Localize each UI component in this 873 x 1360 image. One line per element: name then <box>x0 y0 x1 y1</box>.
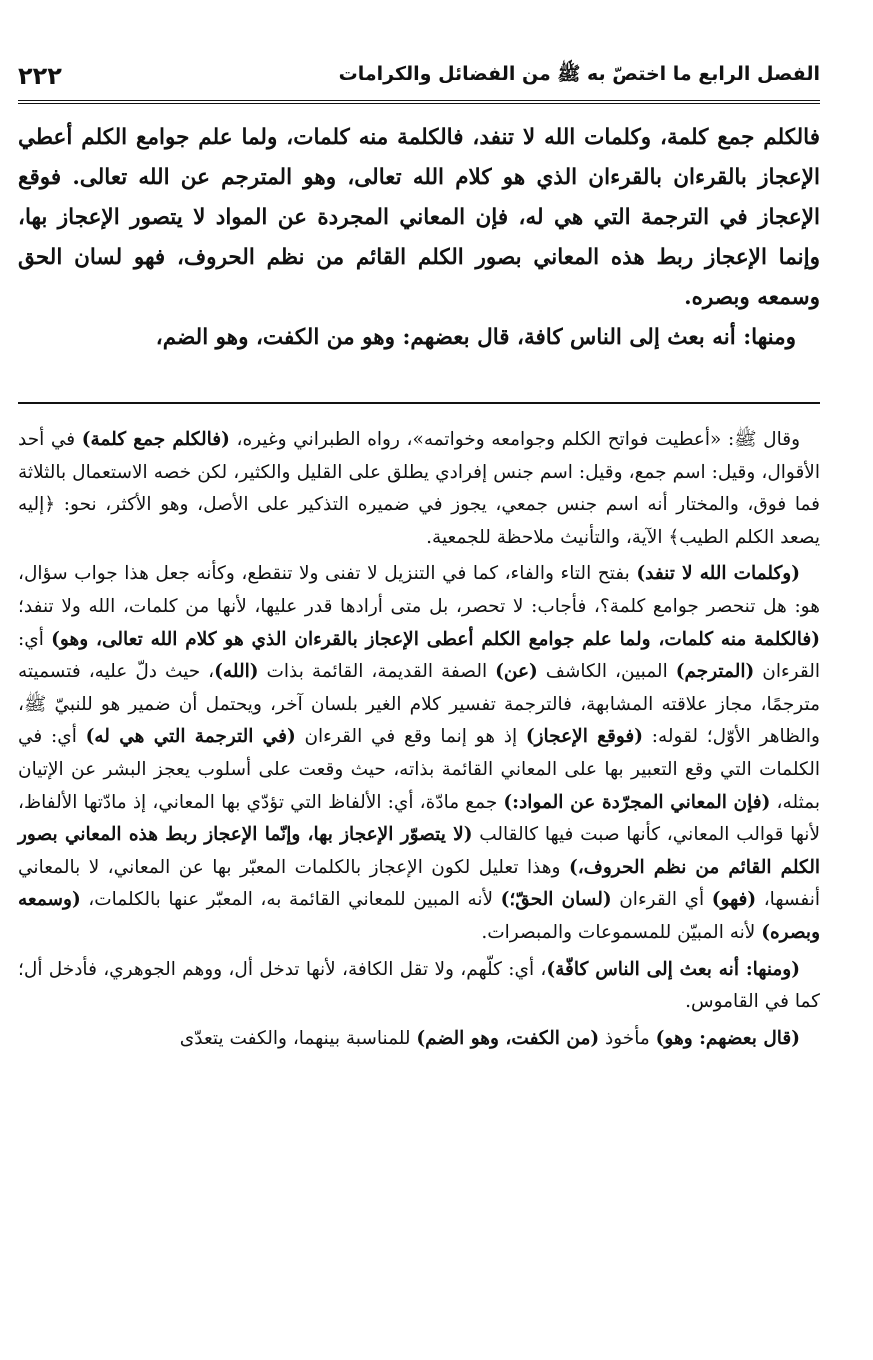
commentary-paragraph <box>18 424 820 554</box>
commentary-text: بفتح التاء والفاء، كما في التنزيل لا تفنى ولا تنقطع، وكأنه جعل هذا جواب سؤال، هو: هل تنحصر جوامع كلمة؟، فأجاب: لا تحصر، بل متى أرادها قدر عليها، لأنها من كلمات، الله ولا تنفد؛ <box>18 563 820 617</box>
quoted-main-text: (وسمعه وبصره) <box>18 889 820 943</box>
commentary-paragraph <box>18 954 820 1019</box>
quoted-main-text: (فوقع الإعجاز) <box>525 726 643 748</box>
main-text-paragraph: ومنها: أنه بعث إلى الناس كافة، قال بعضهم: وهو من الكفت، وهو الضم، <box>155 325 796 350</box>
quoted-main-text: (فالكلم جمع كلمة) <box>81 429 230 450</box>
commentary-text: وهذا تعليل لكون الإعجاز بالكلمات المعبّر بها عن المعاني، لا بالمعاني أنفسها، <box>18 856 820 911</box>
commentary-paragraph <box>18 1023 820 1056</box>
commentary-block <box>18 424 820 1055</box>
commentary-text: للمناسبة بينهما، والكفت يتعدّى <box>179 1027 417 1049</box>
main-text-block <box>18 118 820 358</box>
running-header <box>18 52 820 104</box>
quoted-main-text: (فهو) <box>711 889 757 911</box>
quoted-main-text: (فإن المعاني المجرّدة عن المواد:) <box>503 791 771 813</box>
commentary-text: لأنه المبين للمعاني القائمة به، المعبّر عنها بالكلمات، <box>80 889 501 911</box>
commentary-text: مأخوذ <box>599 1027 656 1049</box>
commentary-text: أي القرءان <box>611 889 712 911</box>
commentary-text: المبين، الكاشف <box>537 661 676 683</box>
main-text-paragraph: فالكلم جمع كلمة، وكلمات الله لا تنفد، فالكلمة منه كلمات، ولما علم جوامع الكلم أعطي الإعجاز بالقرءان بالقرءان الذي هو كلام الله تعالى، وهو المترجم عن الله تعالى. فوقع الإعجاز في الترجمة التي هي له، فإن المعاني المجردة عن المواد لا يتصور الإعجاز بها، وإنما الإعجاز ربط هذه المعاني بصور الكلم القائم من نظم الحروف، فهو لسان الحق وسمعه وبصره. <box>18 125 820 310</box>
quoted-main-text: (ومنها: أنه بعث إلى الناس كافّة) <box>546 958 800 980</box>
commentary-paragraph <box>18 558 820 949</box>
quoted-main-text: (عن) <box>495 661 538 683</box>
commentary-text: وقال ﷺ: «أعطيت فواتح الكلم وجوامعه وخواتمه»، رواه الطبراني وغيره، <box>229 429 801 450</box>
commentary-text: لأنه المبيّن للمسموعات والمبصرات. <box>481 921 762 943</box>
page-number: ٢٢٢ <box>18 62 62 90</box>
commentary-text: أي: القرءان <box>18 628 821 683</box>
quoted-main-text: (قال بعضهم: وهو) <box>655 1027 800 1049</box>
quoted-main-text: (من الكفت، وهو الضم) <box>416 1027 600 1049</box>
commentary-text: إذ هو إنما وقع في القرءان <box>295 726 526 748</box>
quoted-main-text: (الله) <box>214 661 259 683</box>
commentary-text: في أحد الأقوال، وقيل: اسم جمع، وقيل: اسم جنس إفرادي يطلق على القليل والكثير، لكن خصه الاستعمال بالثلاثة فما فوق، والمختار أنه اسم جنس جمعي، يجوز في ضميره التذكير على الأصل، وهو الأكثر، نحو: ﴿إليه يصعد الكلم الطيب﴾ الآية، والتأنيث ملاحظة للجمعية. <box>18 429 820 548</box>
commentary-text: ، حيث دلّ عليه، فتسميته مترجمًا، مجاز علاقته المشابهة، فالترجمة تفسير كلام الغير بلسان آخر، ويحتمل أن ضمير هو للنبيّ ﷺ، والظاهر الأوّل؛ لقوله: <box>18 661 820 748</box>
quoted-main-text: (فالكلمة منه كلمات، ولما علم جوامع الكلم أعطى الإعجاز بالقرءان الذي هو كلام الله تعالى، وهو) <box>51 628 820 650</box>
quoted-main-text: (وكلمات الله لا تنفد) <box>636 563 800 585</box>
quoted-main-text: (في الترجمة التي هي له) <box>85 726 296 748</box>
commentary-text: أي: في الكلمات التي وقع التعبير بها على المعاني القائمة بذاته، حيث وقعت على أسلوب يعجز البشر عن الإتيان بمثله، <box>18 726 820 813</box>
chapter-title: الفصل الرابع ما اختصّ به ﷺ من الفضائل والكرامات <box>338 63 820 85</box>
quoted-main-text: (لسان الحقّ؛) <box>500 889 612 911</box>
commentary-text: ، أي: كلّهم، ولا تقل الكافة، لأنها تدخل أل، ووهم الجوهري، فأدخل أل؛ كما في القاموس. <box>18 958 820 1013</box>
quoted-main-text: (لا يتصوّر الإعجاز بها، وإنّما الإعجاز ربط هذه المعاني بصور الكلم القائم من نظم الحروف،) <box>18 824 820 878</box>
commentary-text: جمع مادّة، أي: الألفاظ التي تؤدّي بها المعاني، إذ مادّتها الألفاظ، لأنها قوالب المعاني، كأنها صبت فيها كالقالب <box>18 791 820 846</box>
quoted-main-text: (المترجم) <box>675 661 755 683</box>
text-divider-line <box>18 402 820 404</box>
commentary-text: الصفة القديمة، القائمة بذات <box>258 661 496 683</box>
